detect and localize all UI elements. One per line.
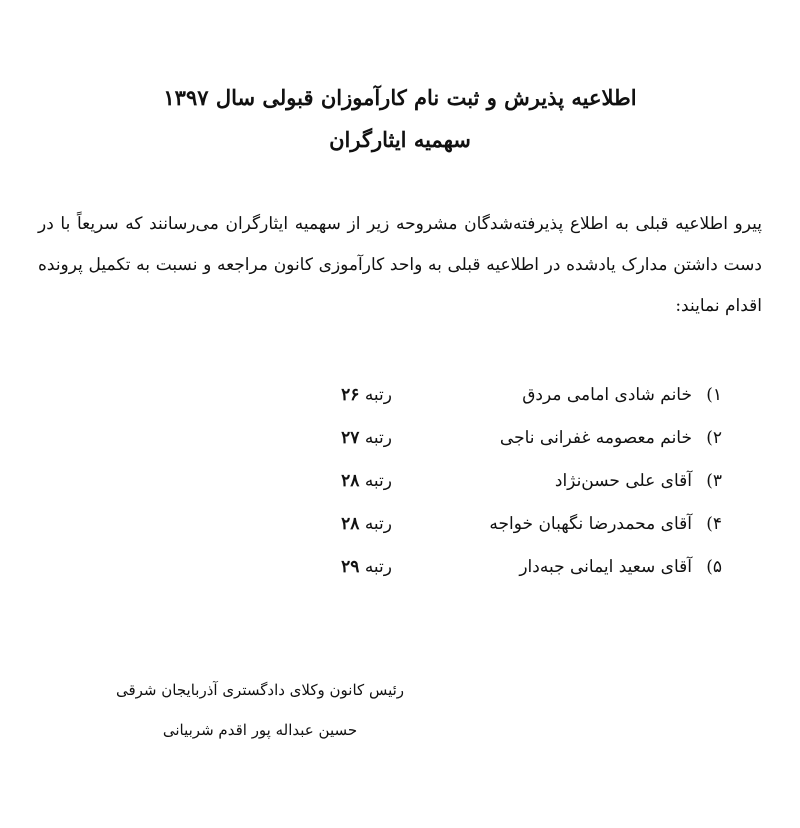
list-item [0, 503, 800, 546]
rank-value: ۲۹ [341, 557, 360, 577]
item-number: ۳) [706, 471, 722, 491]
item-number: ۵) [706, 557, 722, 577]
candidate-rank [341, 417, 392, 460]
candidate-list [0, 374, 800, 589]
item-number: ۱) [706, 385, 722, 405]
list-item [0, 374, 800, 417]
candidate-name: آقای سعید ایمانی جبه‌دار [519, 557, 692, 577]
candidate-name: خانم شادی امامی مردق [522, 385, 692, 405]
candidate-name: آقای محمدرضا نگهبان خواجه [489, 514, 692, 534]
candidate-rank [341, 460, 392, 503]
list-item [0, 546, 800, 589]
signature-name: حسین عبداله پور اقدم شربیانی [162, 721, 358, 739]
signature-title: رئیس کانون وکلای دادگستری آذربایجان شرقی [115, 681, 405, 699]
candidate-rank [341, 546, 392, 589]
document-title: اطلاعیه پذیرش و ثبت نام کارآموزان قبولی سال ۱۳۹۷ [163, 85, 637, 110]
candidate-name: آقای علی حسن‌نژاد [554, 471, 692, 491]
candidate-rank [341, 374, 392, 417]
rank-value: ۲۸ [341, 514, 360, 534]
list-item [0, 417, 800, 460]
rank-value: ۲۷ [341, 428, 360, 448]
rank-label: رتبه [364, 557, 392, 577]
list-item [0, 460, 800, 503]
rank-label: رتبه [364, 514, 392, 534]
item-number: ۴) [706, 514, 722, 534]
candidate-rank [341, 503, 392, 546]
rank-label: رتبه [364, 471, 392, 491]
item-number: ۲) [706, 428, 722, 448]
rank-value: ۲۸ [341, 471, 360, 491]
candidate-name: خانم معصومه غفرانی ناجی [499, 428, 692, 448]
rank-label: رتبه [364, 428, 392, 448]
rank-label: رتبه [364, 385, 392, 405]
rank-value: ۲۶ [341, 385, 360, 405]
document-subtitle: سهمیه ایثارگران [329, 127, 471, 152]
announcement-paragraph: پیرو اطلاعیه قبلی به اطلاع پذیرفته‌شدگان مشروحه زیر از سهمیه ایثارگران می‌رسانند که سریعاً با در دست داشتن مدارک یادشده در اطلاعیه قبلی به واحد کارآموزی کانون مراجعه و نسبت به تکمیل پرونده اقدام نمایند: [38, 214, 762, 316]
